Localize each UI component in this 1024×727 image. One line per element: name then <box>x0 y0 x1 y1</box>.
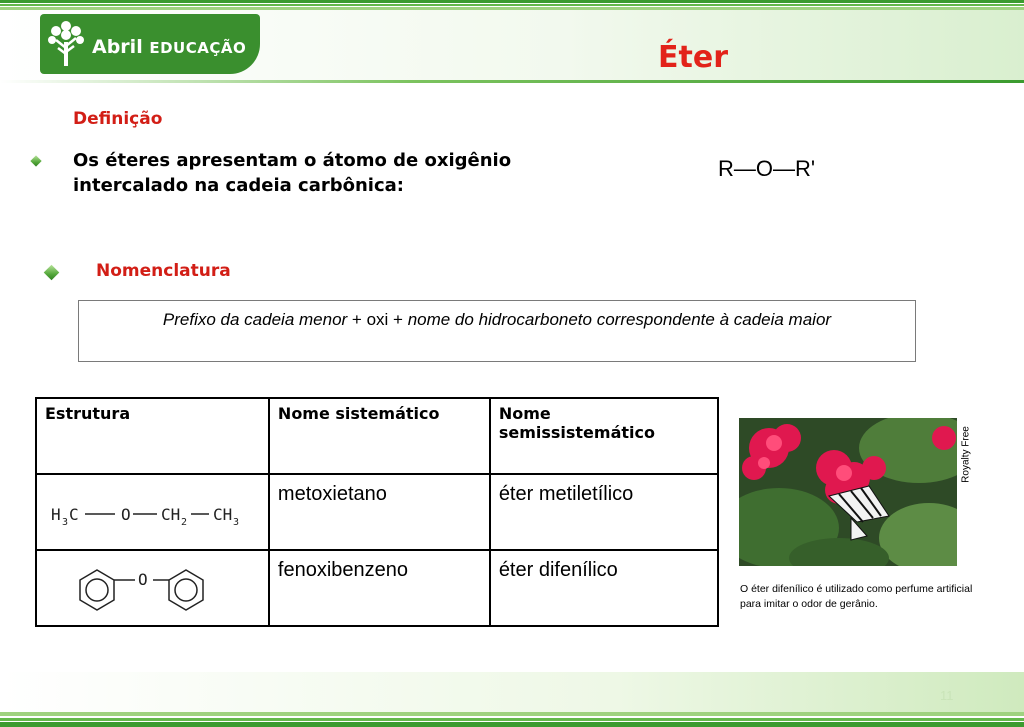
definition-line-1: Os éteres apresentam o átomo de oxigênio <box>73 150 512 171</box>
methoxyethane-structure <box>45 480 255 540</box>
header-systematic: Nome sistemático <box>269 398 490 474</box>
systematic-name-cell: metoxietano <box>269 474 490 550</box>
tree-icon <box>46 18 86 68</box>
ether-names-table <box>35 397 719 627</box>
nomenclature-heading: Nomenclatura <box>96 261 231 281</box>
brand-text <box>92 36 246 58</box>
rule-part-3: nome do hidrocarboneto correspondente à cadeia maior <box>407 310 832 329</box>
table-header-row <box>36 398 718 474</box>
header-line <box>0 80 1024 83</box>
semisystematic-name-cell: éter metiletílico <box>490 474 718 550</box>
table-row <box>36 550 718 626</box>
svg-text:CH: CH <box>213 505 233 524</box>
header-semisystematic: Nome semissistemático <box>490 398 718 474</box>
top-stripes <box>0 0 1024 10</box>
svg-text:O: O <box>138 570 148 589</box>
brand-logo <box>40 14 260 74</box>
ether-general-formula: R—O—R' <box>718 156 816 181</box>
svg-text:2: 2 <box>181 517 188 528</box>
definition-text <box>73 148 673 198</box>
definition-heading: Definição <box>73 109 163 129</box>
rule-plus-2: + <box>388 310 408 329</box>
diamond-bullet-icon <box>30 155 41 166</box>
svg-text:C: C <box>69 505 79 524</box>
geranium-butterfly-photo <box>739 418 957 566</box>
brand-name: Abril <box>92 36 143 58</box>
systematic-name-cell: fenoxibenzeno <box>269 550 490 626</box>
nomenclature-rule-box <box>78 300 916 362</box>
structure-cell <box>36 474 269 550</box>
svg-text:3: 3 <box>233 517 240 528</box>
photo-caption: O éter difenílico é utilizado como perfume artificial para imitar o odor de gerânio. <box>740 583 973 610</box>
photo-illustration <box>739 418 957 566</box>
diamond-bullet-icon <box>44 265 60 281</box>
rule-part-2: oxi <box>366 310 389 329</box>
svg-text:CH: CH <box>161 505 181 524</box>
svg-text:3: 3 <box>62 517 69 528</box>
definition-line-2: intercalado na cadeia carbônica: <box>73 175 404 196</box>
svg-text:H: H <box>51 505 61 524</box>
svg-text:O: O <box>121 505 131 524</box>
phenoxybenzene-structure <box>45 556 255 616</box>
photo-credit <box>958 419 974 495</box>
slide-title: Éter <box>658 40 728 75</box>
rule-part-1: Prefixo da cadeia menor <box>162 310 348 329</box>
page-number: 11 <box>940 688 954 703</box>
footer-stripes <box>0 712 1024 727</box>
structure-cell <box>36 550 269 626</box>
rule-plus-1: + <box>347 310 367 329</box>
table-row <box>36 474 718 550</box>
header-structure: Estrutura <box>36 398 269 474</box>
brand-subname: EDUCAÇÃO <box>149 39 247 57</box>
photo-credit-text: Royalty Free <box>960 426 972 483</box>
semisystematic-name-cell: éter difenílico <box>490 550 718 626</box>
